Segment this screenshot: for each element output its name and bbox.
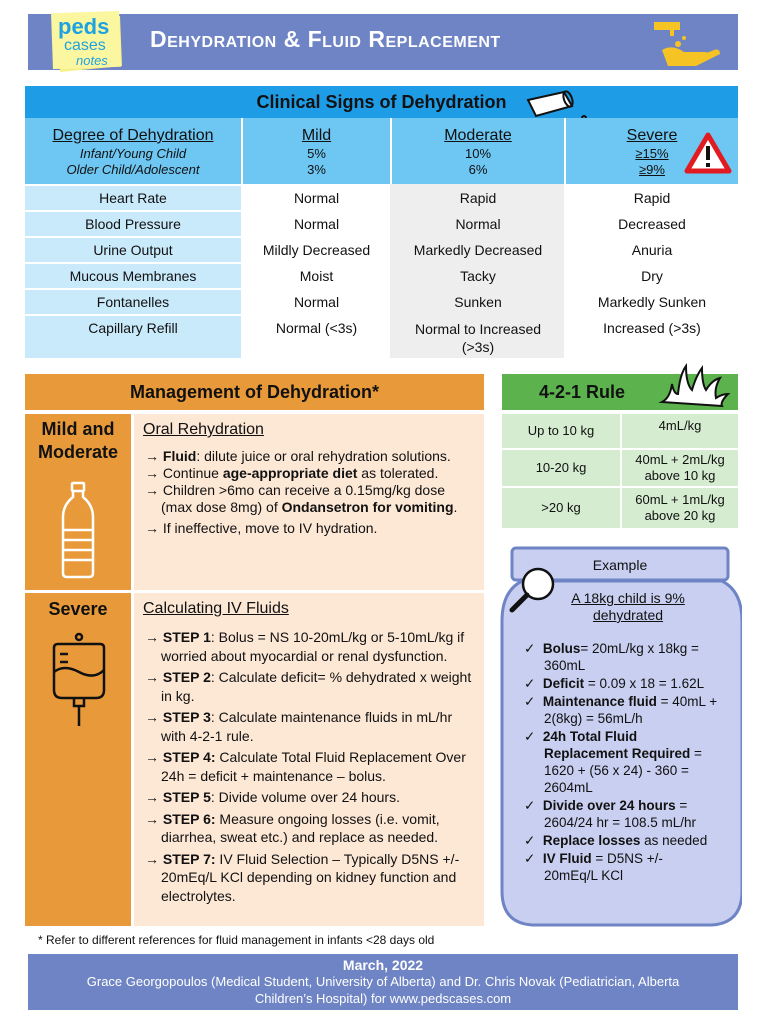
footer-date: March, 2022: [342, 957, 424, 973]
rule-weight: 10-20 kg: [502, 450, 620, 486]
severe-label: Severe: [626, 127, 678, 144]
rule-rate: 4mL/kg: [622, 414, 738, 448]
example-item: ✓ 24h Total Fluid Replacement Required = 1620 + (56 x 24) - 360 = 2604mL: [524, 729, 702, 795]
cell-moderate: Tacky: [460, 268, 496, 284]
example-item: ✓ Bolus= 20mL/kg x 18kg = 360mL: [524, 641, 699, 673]
row-label: Fontanelles: [25, 290, 241, 314]
degree-label: Degree of Dehydration: [52, 127, 214, 144]
cell-mild: Normal: [293, 294, 340, 310]
page-title: Dehydration & Fluid Replacement: [150, 26, 501, 52]
cell-moderate: Normal: [455, 216, 501, 232]
list-item: → Children >6mo can receive a 0.15mg/kg dose (max dose 8mg) of Ondansetron for vomiting.: [145, 482, 458, 515]
water-bottle-icon: [58, 480, 98, 580]
cell-severe: Rapid: [633, 190, 671, 206]
mild-header: [243, 126, 390, 178]
moderate-header: [392, 126, 564, 178]
step-item: → STEP 2: Calculate deficit= % dehydrated x weight in kg.: [145, 669, 472, 704]
cell-mild: Mildly Decreased: [262, 242, 371, 258]
footnote: * Refer to different references for fluid management in infants <28 days old: [38, 933, 435, 947]
cell-mild: Normal (<3s): [275, 320, 358, 336]
cell-moderate: Normal to Increased (>3s): [414, 321, 542, 355]
cell-severe: Dry: [641, 268, 663, 284]
step-item: → STEP 7: IV Fluid Selection – Typically D5NS +/- 20mEq/L KCl depending on kidney function and electrolytes.: [145, 850, 460, 904]
cell-severe: Markedly Sunken: [597, 294, 707, 310]
infant-label: Infant/Young Child: [79, 146, 187, 161]
example-item: ✓ Replace losses as needed: [524, 833, 708, 848]
step-item: → STEP 4: Calculate Total Fluid Replacement Over 24h = deficit + maintenance – bolus.: [145, 749, 466, 784]
example-label: Example: [592, 557, 648, 573]
example-item: ✓ Maintenance fluid = 40mL + 2(8kg) = 56mL/h: [524, 694, 718, 726]
example-item: ✓ Deficit = 0.09 x 18 = 1.62L: [524, 676, 705, 691]
row-label: Heart Rate: [25, 186, 241, 210]
clinical-signs-title: Clinical Signs of Dehydration: [256, 92, 507, 112]
svg-text:notes: notes: [76, 53, 108, 68]
iv-bag-icon: [50, 632, 108, 728]
rule-weight: Up to 10 kg: [502, 414, 620, 448]
moderate-older-value: 6%: [468, 162, 488, 177]
older-label: Older Child/Adolescent: [66, 162, 200, 177]
row-label: Capillary Refill: [25, 316, 241, 358]
degree-header: [25, 126, 241, 178]
water-splash-icon: [656, 360, 732, 408]
cell-mild: Normal: [293, 190, 340, 206]
severe-label: Severe: [48, 599, 108, 619]
list-item: → If ineffective, move to IV hydration.: [145, 520, 378, 536]
example-intro: A 18kg child is 9% dehydrated: [571, 590, 685, 623]
mild-label: Mild: [301, 127, 332, 144]
row-label: Mucous Membranes: [25, 264, 241, 288]
severe-infant-value: ≥15%: [635, 146, 669, 161]
example-item: ✓ IV Fluid = D5NS +/- 20mEq/L KCl: [524, 851, 663, 883]
rule-rate: 40mL + 2mL/kg above 10 kg: [622, 450, 738, 486]
moderate-label: Moderate: [444, 127, 512, 144]
svg-text:cases: cases: [64, 37, 106, 54]
oral-rehydration-list: [145, 448, 475, 537]
footer-credit-line1: Grace Georgopoulos (Medical Student, University of Alberta) and Dr. Chris Novak (Pediatrician, Alberta: [86, 974, 680, 989]
warning-icon: [684, 132, 732, 174]
mild-infant-value: 5%: [307, 146, 326, 161]
rule-title: 4-2-1 Rule: [538, 382, 626, 402]
svg-text:peds: peds: [58, 14, 110, 39]
example-list: [524, 640, 720, 885]
row-label: Urine Output: [25, 238, 241, 262]
rule-weight: >20 kg: [502, 488, 620, 528]
moderate-infant-value: 10%: [464, 146, 492, 161]
cell-severe: Decreased: [618, 216, 686, 232]
list-item: → Fluid: dilute juice or oral rehydration solutions.: [145, 448, 451, 464]
step-item: → STEP 3: Calculate maintenance fluids in mL/hr with 4-2-1 rule.: [145, 709, 453, 744]
rule-rate: 60mL + 1mL/kg above 20 kg: [622, 488, 738, 528]
oral-rehydration-heading: Oral Rehydration: [143, 421, 264, 438]
cell-severe: Increased (>3s): [603, 320, 701, 336]
mild-moderate-label: Mild and Moderate: [37, 419, 118, 462]
mild-older-value: 3%: [307, 162, 326, 177]
iv-fluids-heading: Calculating IV Fluids: [143, 600, 289, 617]
step-item: → STEP 5: Divide volume over 24 hours.: [145, 789, 400, 805]
management-title: Management of Dehydration*: [129, 382, 380, 402]
cell-mild: Moist: [299, 268, 334, 284]
row-label: Blood Pressure: [25, 212, 241, 236]
cell-moderate: Sunken: [454, 294, 502, 310]
cell-mild: Normal: [293, 216, 340, 232]
footer-credit-line2: Children’s Hospital) for www.pedscases.com: [254, 991, 512, 1006]
example-item: ✓ Divide over 24 hours = 2604/24 hr = 108.5 mL/hr: [524, 798, 696, 830]
cell-moderate: Markedly Decreased: [413, 242, 543, 258]
step-item: → STEP 1: Bolus = NS 10-20mL/kg or 5-10mL/kg if worried about myocardial or renal dysfunction.: [145, 629, 465, 664]
severe-older-value: ≥9%: [639, 162, 665, 177]
step-item: → STEP 6: Measure ongoing losses (i.e. vomit, diarrhea, sweat etc.) and replace as needed.: [145, 810, 440, 845]
pedscases-logo: [50, 10, 126, 74]
cell-moderate: Rapid: [459, 190, 497, 206]
list-item: → Continue age-appropriate diet as tolerated.: [145, 465, 439, 481]
iv-steps-list: [145, 628, 477, 908]
hand-washing-icon: [648, 16, 728, 68]
cell-severe: Anuria: [631, 242, 673, 258]
